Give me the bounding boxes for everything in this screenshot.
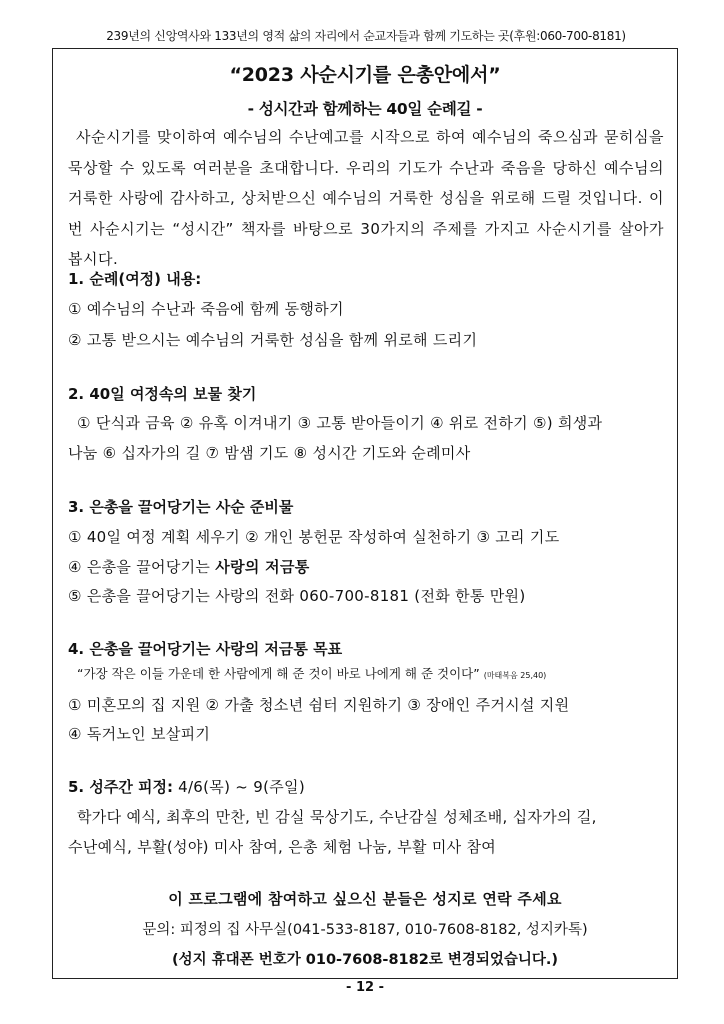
section-3-line-highlight: 사랑의 저금통 [215, 558, 310, 576]
section-5-line: 수난예식, 부활(성야) 미사 참여, 은총 체험 나눔, 부활 미사 참여 [68, 838, 497, 856]
section-4-heading: 4. 은총을 끌어당기는 사랑의 저금통 목표 [68, 640, 343, 658]
section-5-heading-line [68, 776, 664, 797]
section-3-line [68, 556, 664, 577]
section-3-line: ⑤ 은총을 끌어당기는 사랑의 전화 060-700-8181 (전화 한통 만원) [68, 587, 526, 605]
section-4-line: ④ 독거노인 보살피기 [68, 725, 211, 743]
closing-invite: 이 프로그램에 참여하고 싶으신 분들은 성지로 연락 주세요 [168, 890, 562, 908]
scripture-quote-text: “가장 작은 이들 가운데 한 사람에게 해 준 것이 바로 나에게 해 준 것이다” [77, 666, 480, 681]
closing-contact: 문의: 피정의 집 사무실(041-533-8187, 010-7608-8182, 성지카톡) [142, 922, 588, 938]
section-3-line-prefix: ④ 은총을 끌어당기는 [68, 558, 216, 576]
section-2-line: 나눔 ⑥ 십자가의 길 ⑦ 밤샘 기도 ⑧ 성시간 기도와 순례미사 [68, 444, 471, 462]
section-5-line: 학가다 예식, 최후의 만찬, 빈 감실 묵상기도, 수난감실 성체조배, 십자가의 길, [77, 808, 597, 826]
retreat-dates: 4/6(목) ~ 9(주일) [173, 778, 305, 796]
closing-notice: (성지 휴대폰 번호가 010-7608-8182로 변경되었습니다.) [171, 952, 559, 968]
section-3-heading: 3. 은총을 끌어당기는 사순 준비물 [68, 498, 294, 516]
section-1-item: ② 고통 받으시는 예수님의 거룩한 성심을 함께 위로해 드리기 [68, 331, 478, 349]
header-line: 239년의 신앙역사와 133년의 영적 삶의 자리에서 순교자들과 함께 기도하는 곳(후원:060-700-8181) [106, 29, 626, 43]
section-1-heading: 1. 순례(여정) 내용: [68, 270, 202, 288]
section-2-heading: 2. 40일 여정속의 보물 찾기 [68, 385, 257, 403]
section-5-heading: 5. 성주간 피정: [68, 778, 174, 796]
intro-paragraph: 사순시기를 맞이하여 예수님의 수난예고를 시작으로 하여 예수님의 죽으심과 묻히심을 묵상할 수 있도록 여러분을 초대합니다. 우리의 기도가 수난과 죽음을 당하신 예수님의 거룩한 사랑에 감사하고, 상처받으신 예수님의 거룩한 성심을 위로해 드릴 것입니다. 이번 사순시기는 “성시간” 책자를 바탕으로 30가지의 주제를 가지고 사순시기를 살아가 봅시다. [68, 128, 664, 268]
section-3-line: ① 40일 여정 계획 세우기 ② 개인 봉헌문 작성하여 실천하기 ③ 고리 기도 [68, 528, 560, 546]
document-title: “2023 사순시기를 은총안에서” [229, 64, 501, 86]
document-subtitle: - 성시간과 함께하는 40일 순례길 - [247, 100, 483, 118]
page-number: - 12 - [346, 980, 384, 995]
scripture-quote [68, 664, 664, 682]
section-2-line: ① 단식과 금육 ② 유혹 이겨내기 ③ 고통 받아들이기 ④ 위로 전하기 ⑤) 희생과 [77, 414, 603, 432]
scripture-citation: (마태복음 25,40) [483, 671, 547, 680]
section-1-item: ① 예수님의 수난과 죽음에 함께 동행하기 [68, 300, 344, 318]
section-4-line: ① 미혼모의 집 지원 ② 가출 청소년 쉼터 지원하기 ③ 장애인 주거시설 지원 [68, 696, 570, 714]
